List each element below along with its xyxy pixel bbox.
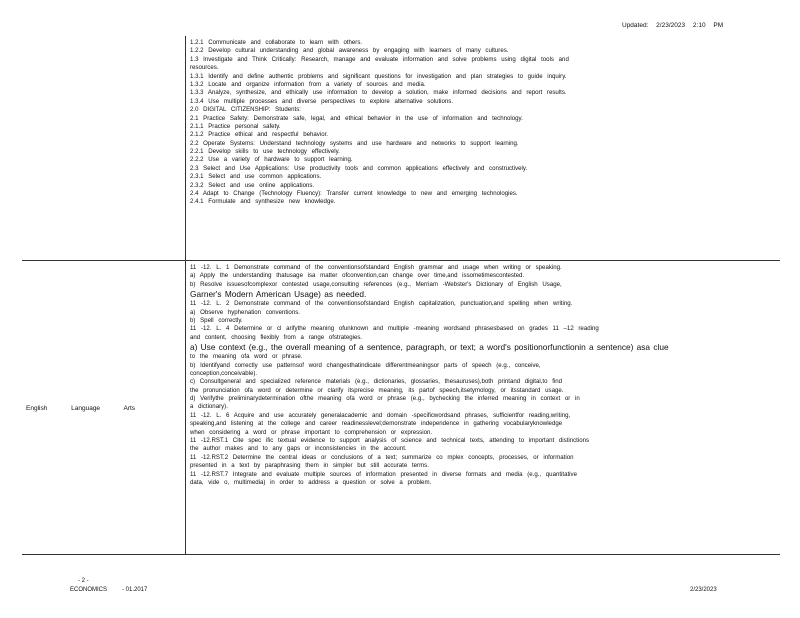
subject-label: English Language Arts <box>26 405 136 412</box>
standard-line: c) Consultgeneral and specialized reference materials (e.g., dictionaries, glossaries, thesauruses),both printand digital,to find <box>190 378 563 386</box>
standard-line: 11 -12. L. 2 Demonstrate command of the conventionsofstandard English capitalization, punctuation,and spelling when writing. <box>190 300 573 308</box>
standard-line: 2.1.2 Practice ethical and respectful behavior. <box>190 131 328 139</box>
course-name: ECONOMICS <box>70 587 108 593</box>
standard-line: conception,conceivable). <box>190 369 258 377</box>
standard-line: 11 -12. L. 6 Acquire and use accurately generalacademic and domain -specificwordsand phrases, sufficientfor reading,writing, <box>190 411 571 419</box>
standard-line: 1.3.1 Identify and define authentic problems and significant questions for investigation and plan strategies to guide inquiry. <box>190 72 567 80</box>
updated-timestamp: Updated: 2/23/2023 2:10 PM <box>622 22 724 29</box>
standard-line: a) Observe hyphenation conventions. <box>190 308 300 316</box>
standard-line: 2.2.1 Develop skills to use technology effectively. <box>190 148 340 156</box>
standard-line: 11 -12.RST.1 Cite spec ific textual evidence to support analysis of science and technical texts, attending to important distinctions <box>190 437 590 445</box>
standard-line: 2.4 Adapt to Change (Technology Fluency): Transfer current knowledge to new and emerging technologies. <box>190 190 518 198</box>
english-standards-list <box>190 264 776 487</box>
version-label: - 01.2017 <box>122 587 148 593</box>
standard-line: the pronunciation ofa word or determine or clarify itsprecise meaning, its partof speech,itsetymology, or itsstandard usage. <box>190 386 564 394</box>
standard-line: 2.2 Operate Systems: Understand technology systems and use hardware and networks to support learning. <box>190 139 519 147</box>
standard-line: 11 -12.RST.7 Integrate and evaluate multiple sources of information presented in diverse formats and media (e.g., quantitative <box>190 470 577 478</box>
standard-line: a dictionary). <box>190 403 228 411</box>
standard-line: b) Identifyand correctly use patternsof word changesthatindicate differentmeaningsor parts of speech (e.g., conceive, <box>190 361 541 369</box>
technology-standards-list <box>190 39 776 207</box>
standard-line: 2.3 Select and Use Applications: Use productivity tools and common applications effectively and constructively. <box>190 164 528 172</box>
standard-line: 2.1 Practice Safety: Demonstrate safe, legal, and ethical behavior in the use of information and technology. <box>190 114 523 122</box>
standard-line: a) Apply the understanding thatusage isa matter ofconvention,can change over time,and issometimescontested. <box>190 272 525 280</box>
standard-line: 2.0 DIGITAL CITIZENSHIP: Students: <box>190 106 301 114</box>
footer-date: 2/23/2023 <box>690 587 717 593</box>
standard-line: 1.2.1 Communicate and collaborate to learn with others. <box>190 39 363 46</box>
standard-line: 11 -12. L. 1 Demonstrate command of the conventionsofstandard English grammar and usage when writing or speaking. <box>190 264 562 271</box>
standard-line: when considering a word or phrase important to comprehension or expression. <box>190 428 433 436</box>
standard-line: presented in a text by paraphrasing them in simpler but still accurate terms. <box>190 462 429 470</box>
standard-line: 1.3.4 Use multiple processes and diverse perspectives to explore alternative solutions. <box>190 97 454 105</box>
standard-line: 11 -12.RST.2 Determine the central ideas or conclusions of a text; summarize co mplex concepts, processes, or information <box>190 453 574 461</box>
standard-line: 1.3.3 Analyze, synthesize, and ethically use information to develop a solution, make informed decisions and report results. <box>190 89 567 97</box>
standard-line: a) Use context (e.g., the overall meaning of a sentence, paragraph, or text; a word's positionorfunctionin a sentence) asa clue <box>190 342 669 353</box>
standard-line: Garner's Modern American Usage) as needed. <box>190 289 367 300</box>
standard-line: to the meaning ofa word or phrase. <box>190 353 303 361</box>
standard-line: speaking,and listening at the college and career readinesslevel;demonstrate independence in gathering vocabularyknowledge <box>190 420 563 428</box>
standard-line: d) Verifythe preliminarydetermination ofthe meaning ofa word or phrase (e.g., bychecking the inferred meaning in context or in <box>190 395 580 403</box>
standard-line: data, vide o, multimedia) in order to address a question or solve a problem. <box>190 478 432 486</box>
standard-line: b) Resolve issuesofcomplexor contested usage,consulting references (e.g., Merriam -Webster's Dictionary of English Usage, <box>190 280 562 288</box>
standard-line: 1.3 Investigate and Think Critically: Research, manage and evaluate information and solve problems using digital tools and <box>190 55 569 63</box>
page-number: - 2 - <box>78 578 89 584</box>
standard-line: 2.2.2 Use a variety of hardware to support learning. <box>190 156 353 164</box>
standard-line: 11 -12. L. 4 Determine or cl arifythe meaning ofunknown and multiple -meaning wordsand phrasesbased on grades 11 –12 reading <box>190 325 599 333</box>
standard-line: the author makes and to any gaps or inconsistencies in the account. <box>190 445 407 453</box>
standard-line: b) Spell correctly. <box>190 316 243 324</box>
standard-line: resources. <box>190 64 219 72</box>
column-divider <box>185 36 186 554</box>
standard-line: 2.3.1 Select and use common applications. <box>190 173 322 181</box>
standard-line: 2.4.1 Formulate and synthesize new knowledge. <box>190 198 336 206</box>
standard-line: and content, choosing flexibly from a range ofstrategies. <box>190 333 363 341</box>
standard-line: 1.3.2 Locate and organize information from a variety of sources and media. <box>190 80 426 88</box>
standard-line: 1.2.2 Develop cultural understanding and global awareness by engaging with learners of many cultures. <box>190 47 509 55</box>
standard-line: 2.3.2 Select and use online applications. <box>190 181 315 189</box>
standard-line: 2.1.1 Practice personal safety. <box>190 122 281 130</box>
